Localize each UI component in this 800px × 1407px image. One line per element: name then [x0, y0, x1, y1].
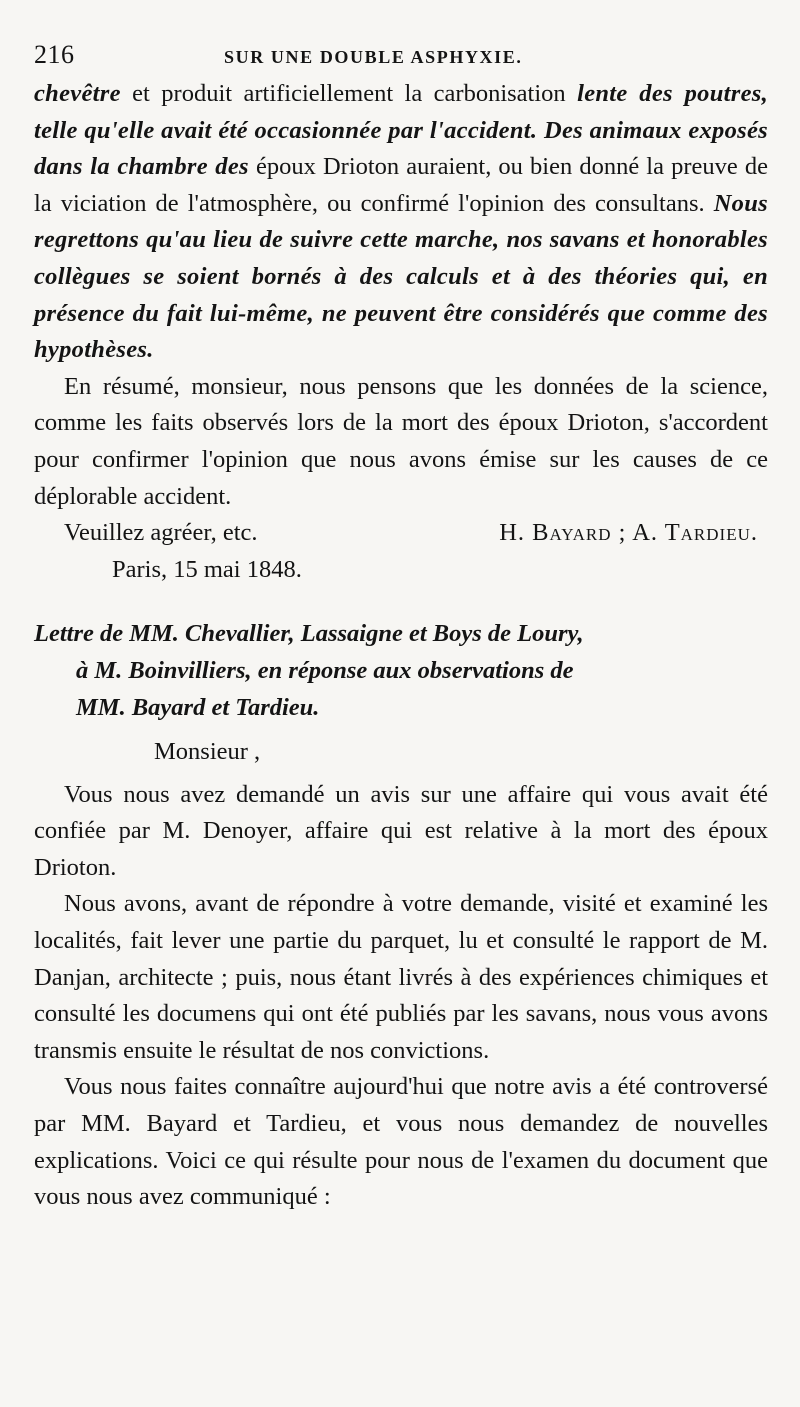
paragraph-reply: Vous nous faites connaître aujourd'hui que notre avis a été controversé par MM. Bayard et Tardieu, et vous nous demandez de nouvelles explications. Voici ce qui résulte pour nous de l'examen du document que vous nous avez communiqué :	[34, 1073, 768, 1211]
running-title: SUR UNE DOUBLE ASPHYXIE.	[224, 47, 523, 67]
paragraph-request: Vous nous avez demandé un avis sur une affaire qui vous avait été confiée par M. Denoyer, affaire qui est relative à la mort des époux Drioton.	[34, 780, 768, 881]
italic-run: lente des poutres, telle qu'elle avait été occasionnée par l'accident. Des animaux exposés dans la chambre des	[34, 80, 768, 181]
roman-run: époux Drioton auraient, ou bien donné la preuve de la viciation de l'atmosphère, ou confirmé l'opinion des consultans.	[34, 153, 768, 217]
signatories: H. Bayard ; A. Tardieu.	[499, 519, 758, 547]
page-number: 216	[34, 40, 75, 69]
italic-run: chevêtre	[34, 80, 121, 107]
paragraph-continued	[34, 76, 768, 369]
italic-run: Nous regrettons qu'au lieu de suivre cette marche, nos savans et honorables collègues se soient bornés à des calculs et à des théories qui, en présence du fait lui-même, ne peuvent être considérés que comme des hypothèses.	[34, 189, 768, 364]
closing-formula: Veuillez agréer, etc.	[64, 519, 258, 547]
letter-heading-line: Lettre de MM. Chevallier, Lassaigne et Boys de Loury,	[34, 620, 584, 648]
page-body	[34, 76, 768, 1216]
closing-signature	[34, 515, 768, 552]
paragraph-summary: En résumé, monsieur, nous pensons que les données de la science, comme les faits observés lors de la mort des époux Drioton, s'accordent pour confirmer l'opinion que nous avons émise sur les causes de ce déplorable accident.	[34, 372, 768, 510]
paragraph-investigation: Nous avons, avant de répondre à votre demande, visité et examiné les localités, fait lever une partie du parquet, lu et consulté le rapport de M. Danjan, architecte ; puis, nous étant livrés à des expériences chimiques et consulté les documens qui ont été publiés par les savans, nous vous avons transmis ensuite le résultat de nos convictions.	[34, 890, 768, 1064]
letter-heading-line: MM. Bayard et Tardieu.	[76, 693, 320, 721]
letter-heading	[34, 616, 768, 726]
letter-heading-line: à M. Boinvilliers, en réponse aux observations de	[76, 656, 574, 684]
roman-run: et produit artificiellement la carbonisation	[120, 80, 578, 107]
running-header	[34, 40, 768, 70]
dateline: Paris, 15 mai 1848.	[112, 555, 302, 583]
salutation: Monsieur ,	[154, 738, 261, 766]
